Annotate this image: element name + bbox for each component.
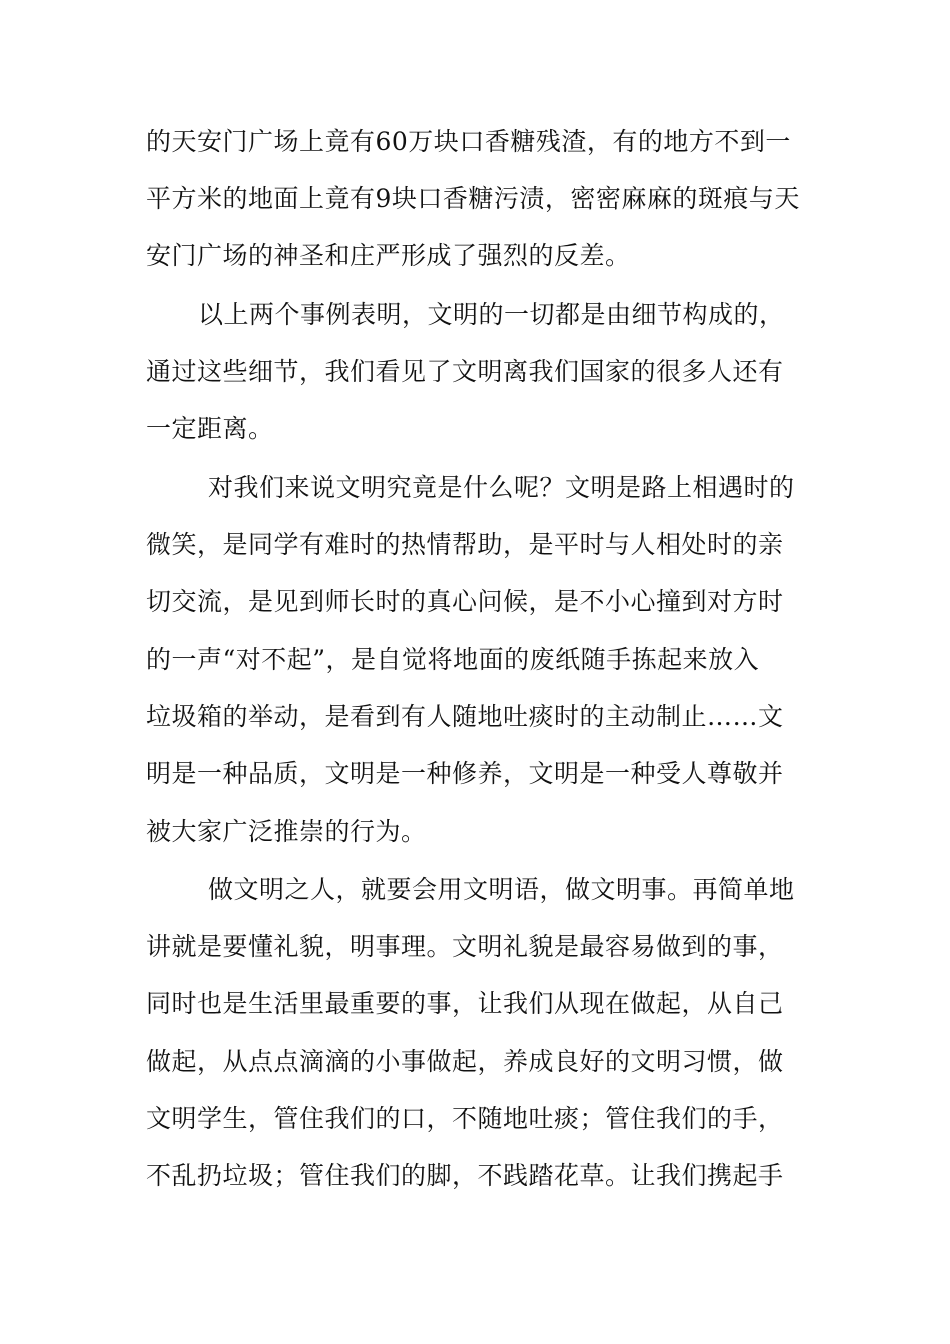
paragraph-3-line-2: 微笑，是同学有难时的热情帮助，是平时与人相处时的亲 [146, 530, 784, 559]
paragraph-4-line-6: 不乱扔垃圾；管住我们的脚，不践踏花草。让我们携起手 [146, 1161, 784, 1190]
paragraph-3-line-1: 对我们来说文明究竟是什么呢？文明是路上相遇时的 [208, 473, 795, 502]
paragraph-2-line-2: 通过这些细节，我们看见了文明离我们国家的很多人还有 [146, 357, 784, 386]
paragraph-3-line-5: 垃圾箱的举动，是看到有人随地吐痰时的主动制止……文 [146, 702, 784, 731]
paragraph-4-line-2: 讲就是要懂礼貌，明事理。文明礼貌是最容易做到的事， [146, 932, 784, 961]
paragraph-4-line-5: 文明学生，管住我们的口，不随地吐痰；管住我们的手， [146, 1104, 784, 1133]
paragraph-3-line-6: 明是一种品质，文明是一种修养，文明是一种受人尊敬并 [146, 759, 784, 788]
paragraph-4-line-4: 做起，从点点滴滴的小事做起，养成良好的文明习惯，做 [146, 1047, 784, 1076]
paragraph-4-line-3: 同时也是生活里最重要的事，让我们从现在做起，从自己 [146, 989, 784, 1018]
paragraph-1-line-2: 平方米的地面上竟有9块口香糖污渍，密密麻麻的斑痕与天 [146, 184, 800, 213]
paragraph-1-line-1: 的天安门广场上竟有60万块口香糖残渣，有的地方不到一 [146, 127, 791, 156]
paragraph-3-line-4: 的一声“对不起”，是自觉将地面的废纸随手拣起来放入 [146, 645, 760, 674]
paragraph-3-line-3: 切交流，是见到师长时的真心问候，是不小心撞到对方时 [146, 587, 784, 616]
paragraph-2-line-1: 以上两个事例表明，文明的一切都是由细节构成的， [198, 300, 785, 329]
paragraph-1-line-3: 安门广场的神圣和庄严形成了强烈的反差。 [146, 241, 631, 270]
paragraph-2-line-3: 一定距离。 [146, 414, 274, 443]
paragraph-3-line-7: 被大家广泛推崇的行为。 [146, 817, 427, 846]
paragraph-4-line-1: 做文明之人，就要会用文明语，做文明事。再简单地 [208, 875, 795, 904]
